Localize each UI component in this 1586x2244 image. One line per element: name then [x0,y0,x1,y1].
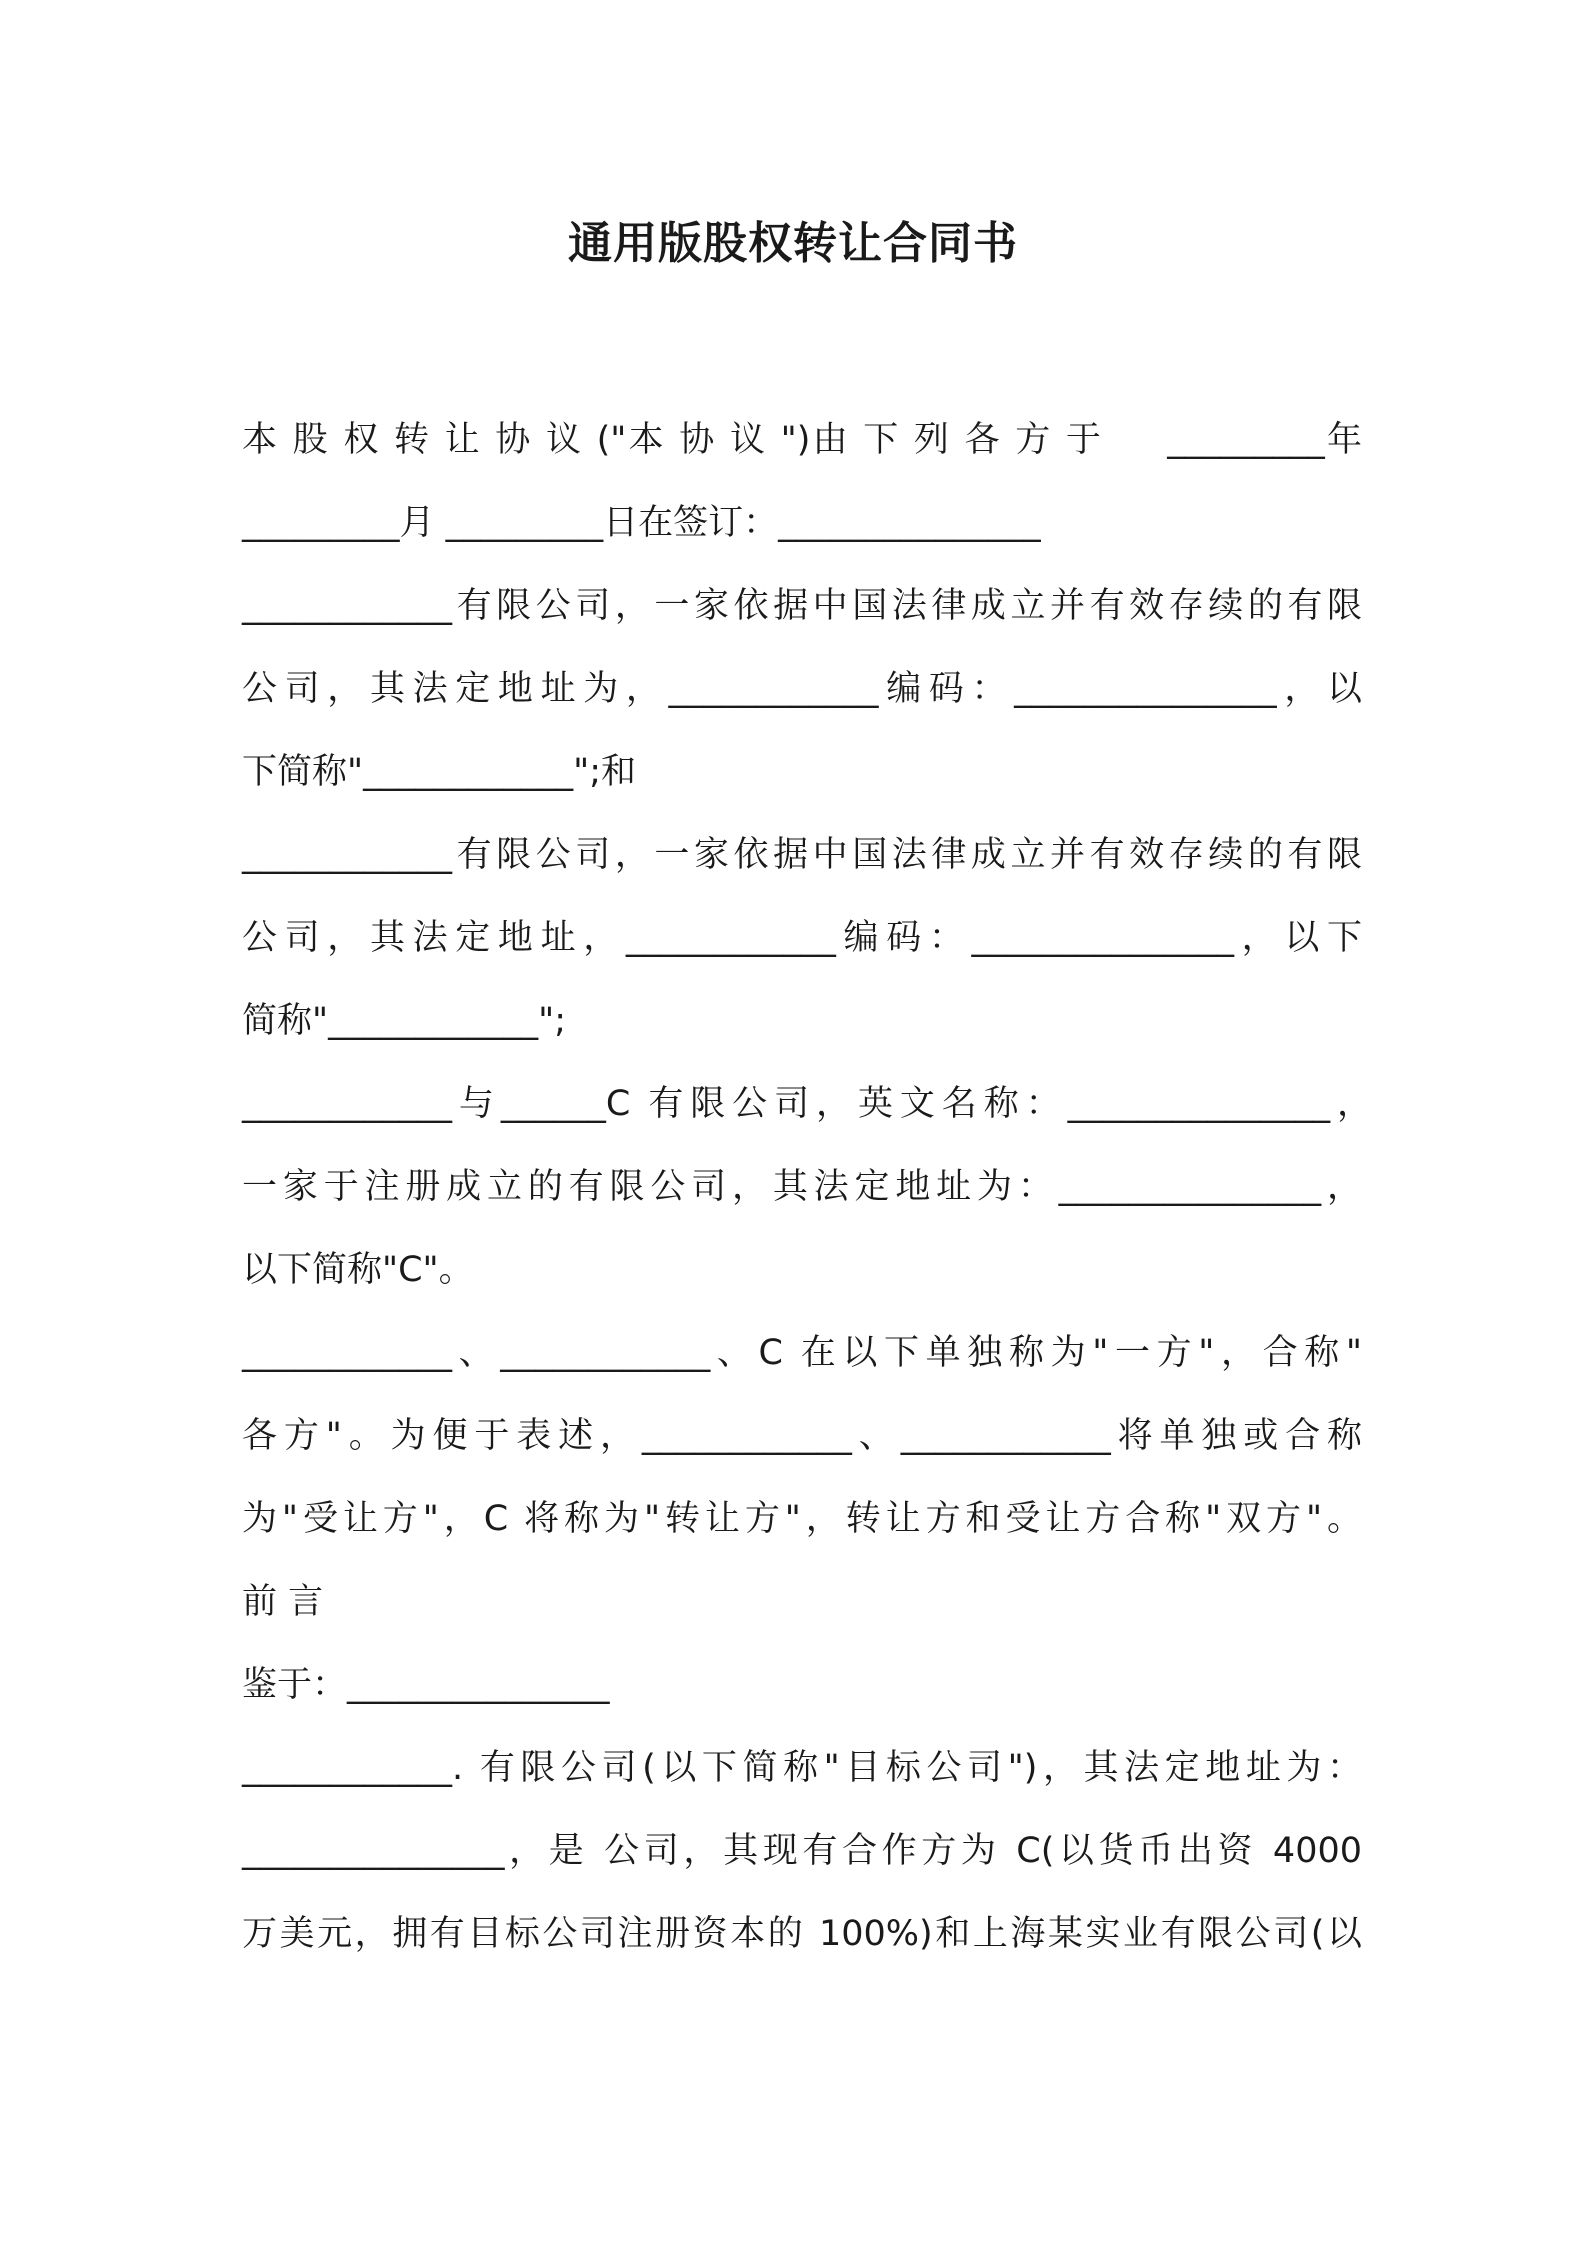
paragraph-line-16: 鉴于：_______________ [242,1665,610,1705]
paragraph-line-12: ____________、____________、C 在以下单独称为"一方"，合称" [242,1333,1362,1373]
paragraph-line-14: 为"受让方"，C 将称为"转让方"，转让方和受让方合称"双方"。 [242,1499,1362,1539]
paragraph-line-6: ____________有限公司，一家依据中国法律成立并有效存续的有限 [242,835,1362,875]
paragraph-line-19: 万美元，拥有目标公司注册资本的 100%)和上海某实业有限公司(以 [242,1914,1362,1954]
paragraph-line-1: 本 股 权 转 让 协 议 ("本 协 议 ")由 下 列 各 方 于 _________年 [242,420,1362,460]
paragraph-line-10: 一家于注册成立的有限公司，其法定地址为：_______________， [242,1167,1362,1207]
paragraph-line-3: ____________有限公司，一家依据中国法律成立并有效存续的有限 [242,586,1362,626]
paragraph-line-9: ____________与______C 有限公司，英文名称：_______________， [242,1084,1372,1124]
section-heading-preface: 前 言 [242,1582,324,1622]
paragraph-line-5: 下简称"____________";和 [242,752,636,792]
paragraph-line-8: 简称"____________"; [242,1001,566,1041]
document-title: 通用版股权转让合同书 [568,218,1018,269]
paragraph-line-2: _________月 _________日在签订：_______________ [242,503,1041,543]
paragraph-line-18: _______________，是 公司，其现有合作方为 C(以货币出资 4000 [242,1831,1362,1871]
paragraph-line-13: 各方"。为便于表述，____________、____________将单独或合称 [242,1416,1362,1456]
paragraph-line-4: 公司，其法定地址为，____________编码：_______________，以 [242,669,1362,709]
paragraph-line-11: 以下简称"C"。 [242,1250,474,1290]
paragraph-line-17: ____________. 有限公司(以下简称"目标公司")，其法定地址为： [242,1748,1362,1788]
paragraph-line-7: 公司，其法定地址，____________编码：_______________，以下 [242,918,1362,958]
